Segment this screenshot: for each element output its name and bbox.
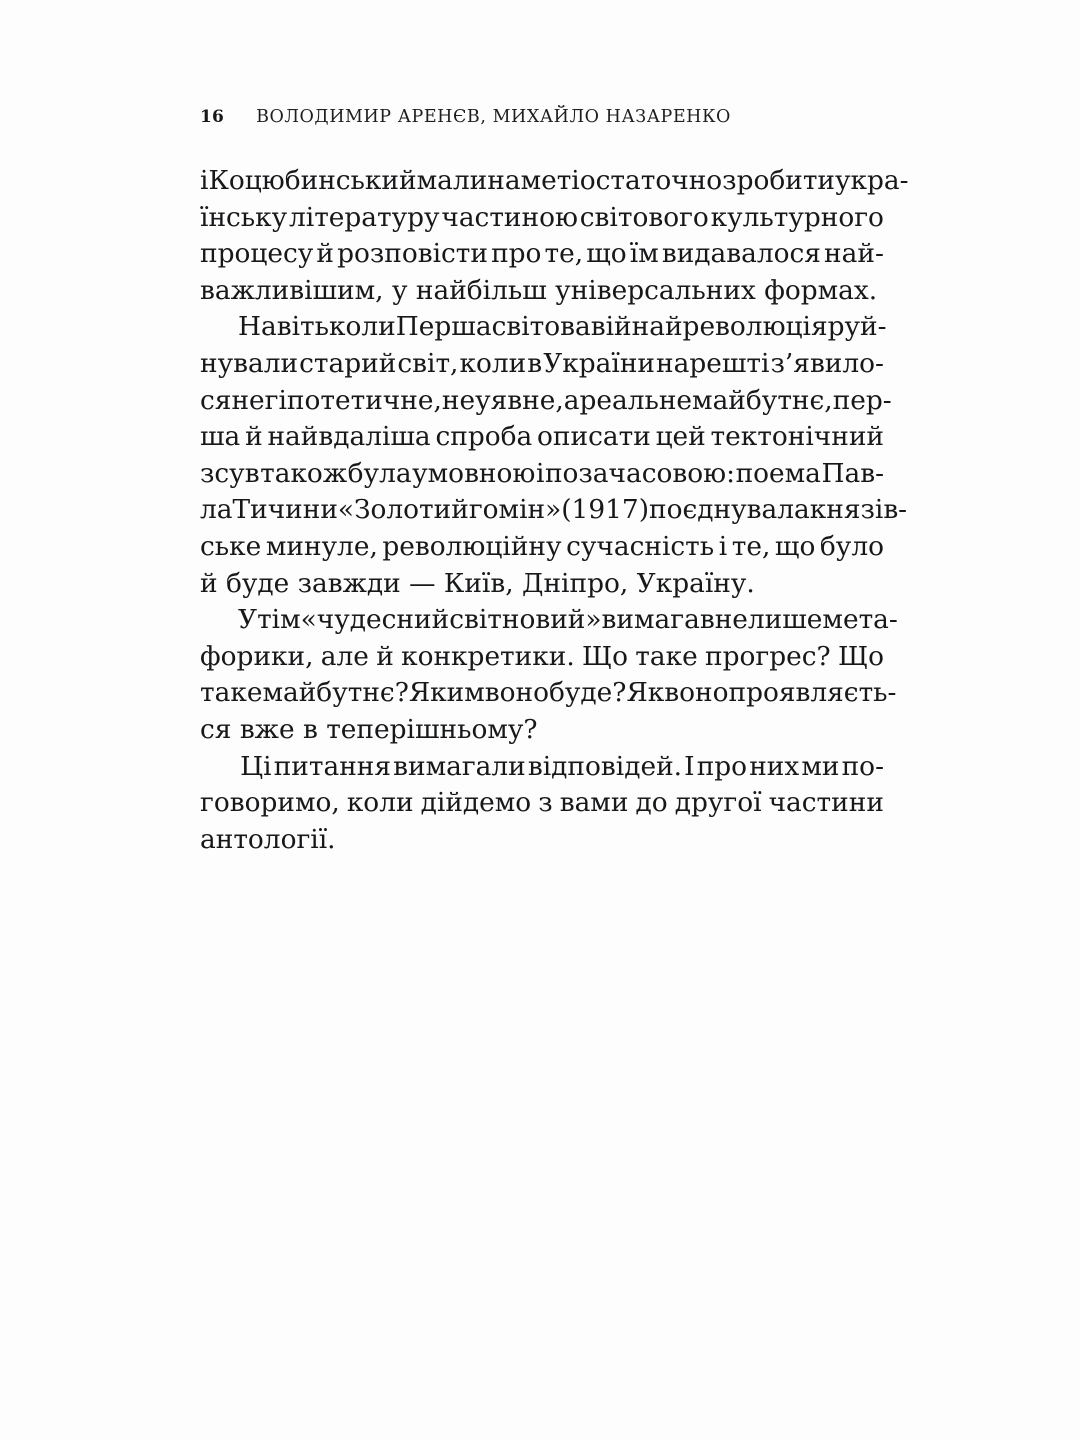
paragraph <box>200 163 909 309</box>
line-text: антології. <box>200 823 336 855</box>
word: Коцюбинський <box>208 165 417 196</box>
paragraph-indent <box>200 602 238 639</box>
word: конкретики. <box>401 640 575 672</box>
word: мета- <box>822 604 898 636</box>
word: й <box>376 640 394 672</box>
word: світова <box>491 311 591 343</box>
running-head <box>200 107 731 127</box>
text-line <box>200 236 884 273</box>
word: найвдаліша <box>267 421 431 453</box>
text-line <box>200 749 884 786</box>
word: культурного <box>710 201 884 233</box>
word: не <box>441 384 476 416</box>
word: вами <box>559 787 629 819</box>
word: укра- <box>835 165 909 196</box>
word: лише <box>747 604 823 636</box>
word: Пав- <box>821 457 884 489</box>
word: проявляєть- <box>728 677 897 709</box>
word: Яким <box>408 677 485 709</box>
word: те, <box>544 238 584 270</box>
word: питання <box>273 750 392 782</box>
line-text: важливішим, у найбільш універсальних формах. <box>200 274 878 306</box>
page-number: 16 <box>200 107 225 127</box>
word: воно <box>484 677 550 709</box>
paragraph <box>200 309 908 602</box>
word: поема <box>735 457 821 489</box>
word: й <box>245 421 263 453</box>
text-line <box>200 529 884 566</box>
word: описати <box>537 421 651 453</box>
word: видавалося <box>661 238 821 270</box>
word: «Золотий <box>337 494 469 526</box>
word: Ці <box>240 750 272 782</box>
word: Навіть <box>238 311 330 343</box>
word: але <box>320 640 369 672</box>
word: на <box>487 165 521 196</box>
word: нарешті <box>656 347 770 379</box>
word: їм <box>629 238 659 270</box>
running-head-authors: ВОЛОДИМИР АРЕНЄВ, МИХАЙЛО НАЗАРЕНКО <box>256 107 731 127</box>
word: гомін» <box>468 494 562 526</box>
word: зсув <box>200 457 260 489</box>
word: і <box>200 165 209 196</box>
word: спроба <box>435 421 533 453</box>
word: майбутнє, <box>692 384 833 416</box>
word: Як <box>626 677 665 709</box>
text-line <box>200 456 884 493</box>
word: коли <box>346 787 414 819</box>
word: відповідей. <box>527 750 683 782</box>
word: другої <box>674 787 762 819</box>
word: а <box>563 384 580 416</box>
word: не <box>231 384 265 416</box>
word: князів- <box>809 494 908 526</box>
text-line <box>200 309 887 346</box>
word: і <box>535 457 545 489</box>
word: поєднувала <box>649 494 810 526</box>
word: вимагали <box>393 750 526 782</box>
word: говоримо, <box>200 787 340 819</box>
text-line <box>200 566 884 603</box>
word: світ <box>449 604 502 636</box>
word: було <box>819 530 884 562</box>
word: буде? <box>549 677 627 709</box>
word: ла <box>200 494 233 526</box>
text-line <box>200 639 884 676</box>
text-line <box>200 346 884 383</box>
word: уявне, <box>475 384 564 416</box>
paragraph-indent <box>200 749 238 786</box>
word: по- <box>841 750 884 782</box>
word: реальне <box>579 384 693 416</box>
word: ся <box>200 384 232 416</box>
word: ське <box>200 530 262 562</box>
word: вимагав <box>601 604 715 636</box>
word: таке <box>200 677 263 709</box>
word: й <box>316 238 334 270</box>
word: «чудесний <box>300 604 450 636</box>
word: частиною <box>441 201 578 233</box>
word: революція <box>682 311 828 343</box>
text-line <box>200 419 884 456</box>
word: цей <box>655 421 706 453</box>
word: новий» <box>501 604 602 636</box>
word: була <box>347 457 412 489</box>
word: про <box>491 238 542 270</box>
word: руй- <box>827 311 887 343</box>
word: пер- <box>832 384 892 416</box>
word: коли <box>329 311 396 343</box>
word: частини <box>768 787 884 819</box>
word: з’явило- <box>770 347 884 379</box>
word: також <box>260 457 348 489</box>
word: України <box>543 347 655 379</box>
paragraph <box>200 749 884 859</box>
text-line <box>200 785 884 822</box>
word: що <box>586 238 627 270</box>
word: гіпотетичне, <box>264 384 442 416</box>
word: світ, <box>397 347 459 379</box>
word: розповісти <box>337 238 488 270</box>
text-line <box>200 200 884 237</box>
word: майбутнє? <box>262 677 409 709</box>
word: дійдемо <box>420 787 532 819</box>
text-line <box>200 602 898 639</box>
word: зробити <box>722 165 836 196</box>
word: воно <box>664 677 729 709</box>
line-text: ся вже в теперішньому? <box>200 713 538 745</box>
word: революційну <box>382 530 562 562</box>
word: коли <box>459 347 527 379</box>
word: форики, <box>200 640 314 672</box>
word: війна <box>590 311 665 343</box>
word: Що <box>837 640 884 672</box>
word: світового <box>579 201 709 233</box>
word: них <box>749 750 800 782</box>
word: Утім <box>238 604 301 636</box>
word: сучасність <box>566 530 715 562</box>
word: що <box>774 530 816 562</box>
word: най- <box>824 238 884 270</box>
text-line <box>200 492 908 529</box>
word: ми <box>801 750 840 782</box>
word: нували <box>200 347 299 379</box>
word: мали <box>416 165 488 196</box>
word: минуле, <box>265 530 378 562</box>
word: ша <box>200 421 241 453</box>
word: старий <box>299 347 397 379</box>
word: остаточно <box>579 165 723 196</box>
text-line <box>200 712 884 749</box>
word: І <box>684 750 695 782</box>
body-text-block <box>200 163 909 858</box>
text-line <box>200 675 897 712</box>
word: умовною <box>412 457 536 489</box>
text-line <box>200 822 884 859</box>
word: тектонічний <box>710 421 884 453</box>
text-line <box>200 383 892 420</box>
word: процесу <box>200 238 314 270</box>
word: до <box>635 787 668 819</box>
text-line <box>200 163 909 200</box>
word: літературу <box>288 201 440 233</box>
word: й <box>664 311 683 343</box>
word: не <box>714 604 748 636</box>
word: Перша <box>395 311 492 343</box>
word: позачасовою: <box>544 457 736 489</box>
word: Тичини <box>232 494 338 526</box>
word: те, <box>731 530 771 562</box>
word: про <box>696 750 748 782</box>
word: і <box>718 530 728 562</box>
word: з <box>538 787 553 819</box>
text-line <box>200 273 884 310</box>
line-text: й буде завжди — Київ, Дніпро, Україну. <box>200 567 755 599</box>
word: прогрес? <box>705 640 831 672</box>
word: їнську <box>200 201 288 233</box>
word: (1917) <box>561 494 650 526</box>
word: в <box>527 347 543 379</box>
word: меті <box>520 165 580 196</box>
paragraph-indent <box>200 309 238 346</box>
word: таке <box>635 640 698 672</box>
paragraph <box>200 602 898 748</box>
word: Що <box>582 640 629 672</box>
